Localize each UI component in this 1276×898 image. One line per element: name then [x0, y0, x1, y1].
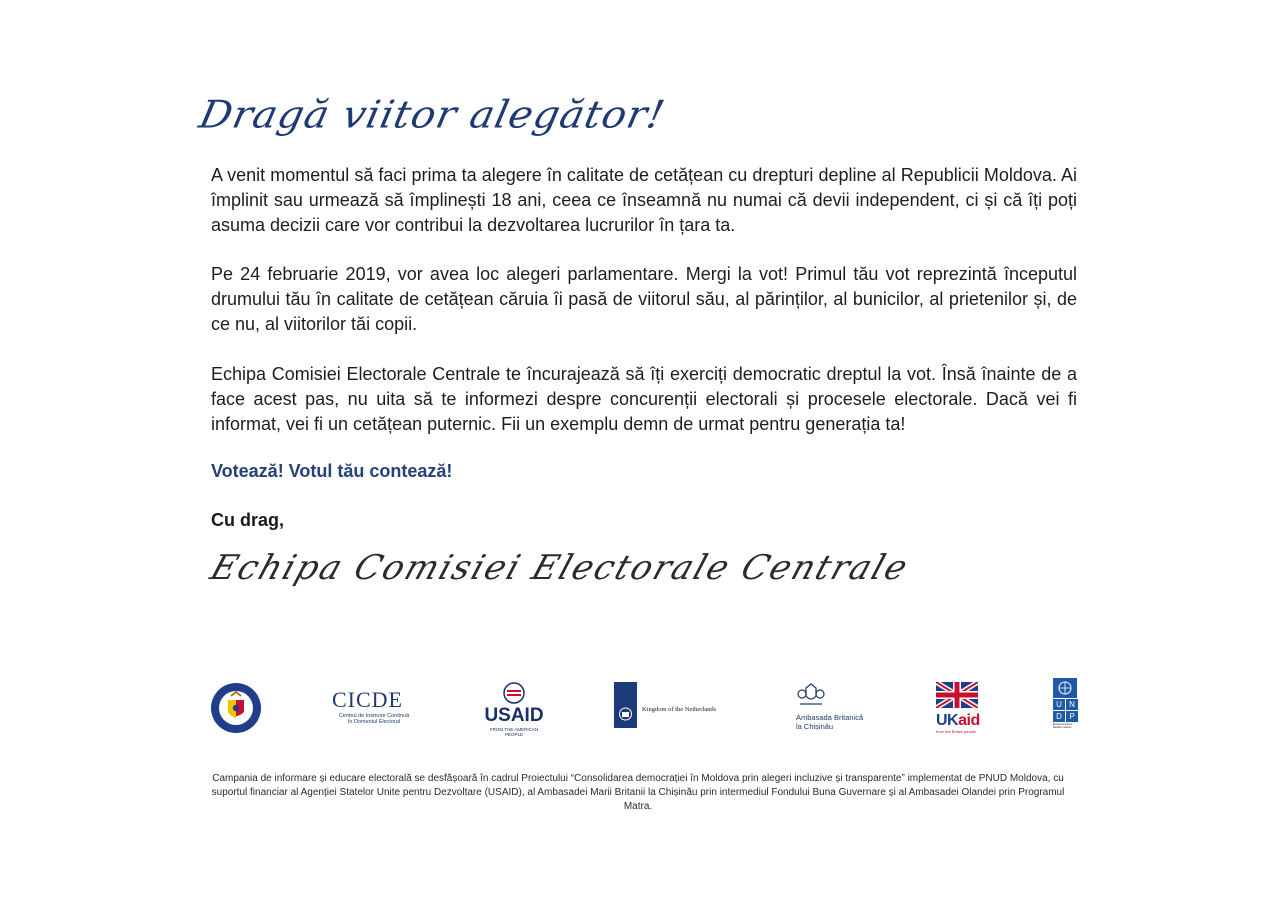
cicde-subtitle-2: în Domeniul Electoral — [347, 719, 401, 725]
uk-embassy-line-2: la Chișinău — [796, 722, 834, 731]
ukaid-uk: UK — [936, 712, 959, 729]
ukaid-logo — [936, 682, 982, 736]
undp-letter-p: P — [1066, 711, 1078, 722]
ukaid-aid: aid — [958, 712, 980, 729]
usaid-wordmark: USAID — [484, 705, 544, 726]
undp-letter-grid — [1053, 699, 1077, 722]
un-emblem-icon — [1053, 678, 1077, 698]
uk-embassy-line-1: Ambasada Britanică — [796, 713, 864, 722]
closing-line: Cu drag, — [211, 510, 285, 530]
footer-note: Campania de informare și educare electorală se desfășoară în cadrul Proiectului “Consolidarea democrației în Moldova prin alegeri incluzive și transparente” implementat de PNUD Moldova, cu suportul financiar al Agenției Statelor Unite pentru Dezvoltare (USAID), al Ambasadei Marii Britanii la Chișinău prin intermediul Fondului Buna Guvernare și al Ambasadei Olandei prin Programul Matra. — [211, 773, 1065, 812]
uk-embassy-logo — [796, 682, 876, 732]
greeting-heading — [195, 92, 670, 172]
netherlands-ribbon-icon — [614, 682, 637, 728]
cicde-subtitle-1: Centrul de Instruire Continuă — [338, 713, 410, 719]
call-to-action: Votează! Votul tău contează! — [211, 461, 453, 481]
netherlands-text: Kingdom of the Netherlands — [642, 706, 717, 713]
letter-paragraph-1: A venit momentul să faci prima ta alegere în calitate de cetățean cu drepturi depline al Republicii Moldova. Ai împlinit sau urmează să împlinești 18 ani, ceea ce înseamnă nu numai că devii independent, ci și că îți poți asuma decizii care vor contribui la dezvoltarea lucrurilor în țara ta. — [211, 165, 1077, 235]
usaid-logo — [482, 682, 546, 737]
undp-tagline: Empowered lives. Resilient nations. — [1053, 723, 1073, 729]
netherlands-logo — [614, 682, 734, 730]
letter-paragraph-2: Pe 24 februarie 2019, vor avea loc alegeri parlamentare. Mergi la vot! Primul tău vot reprezintă începutul drumului tău în calitate de cetățean căruia îi pasă de viitorul său, al părinților, al bunicilor, al prietenilor și, de ce nu, al viitorilor tăi copii. — [211, 264, 1077, 334]
letter-paragraph-3: Echipa Comisiei Electorale Centrale te încurajează să îți exerciți democratic dreptul la vot. Însă înainte de a face acest pas, nu uita să te informezi despre concurenții electorali și procesele electorale. Dacă vei fi informat, vei fi un cetățean puternic. Fii un exemplu demn de urmat pentru generația ta! — [211, 364, 1077, 434]
signature-text: Echipa Comisiei Electorale Centrale — [205, 548, 915, 588]
usaid-seal-icon — [501, 682, 527, 704]
undp-letter-d: D — [1053, 711, 1065, 722]
ukaid-tagline: from the British people — [936, 729, 977, 734]
undp-letter-u: U — [1053, 699, 1065, 710]
greeting-text: Dragă viitor alegător! — [195, 93, 670, 137]
royal-crest-icon — [796, 682, 826, 708]
partner-logos — [0, 670, 1276, 750]
cicde-logo — [332, 687, 416, 727]
undp-logo — [1053, 678, 1077, 736]
cec-logo — [210, 682, 262, 734]
signature — [205, 548, 915, 608]
usaid-tagline: FROM THE AMERICAN PEOPLE — [489, 727, 539, 737]
union-jack-icon — [936, 682, 978, 708]
cicde-title: CICDE — [332, 687, 403, 712]
undp-letter-n: N — [1066, 699, 1078, 710]
cec-seal-icon — [210, 682, 262, 734]
